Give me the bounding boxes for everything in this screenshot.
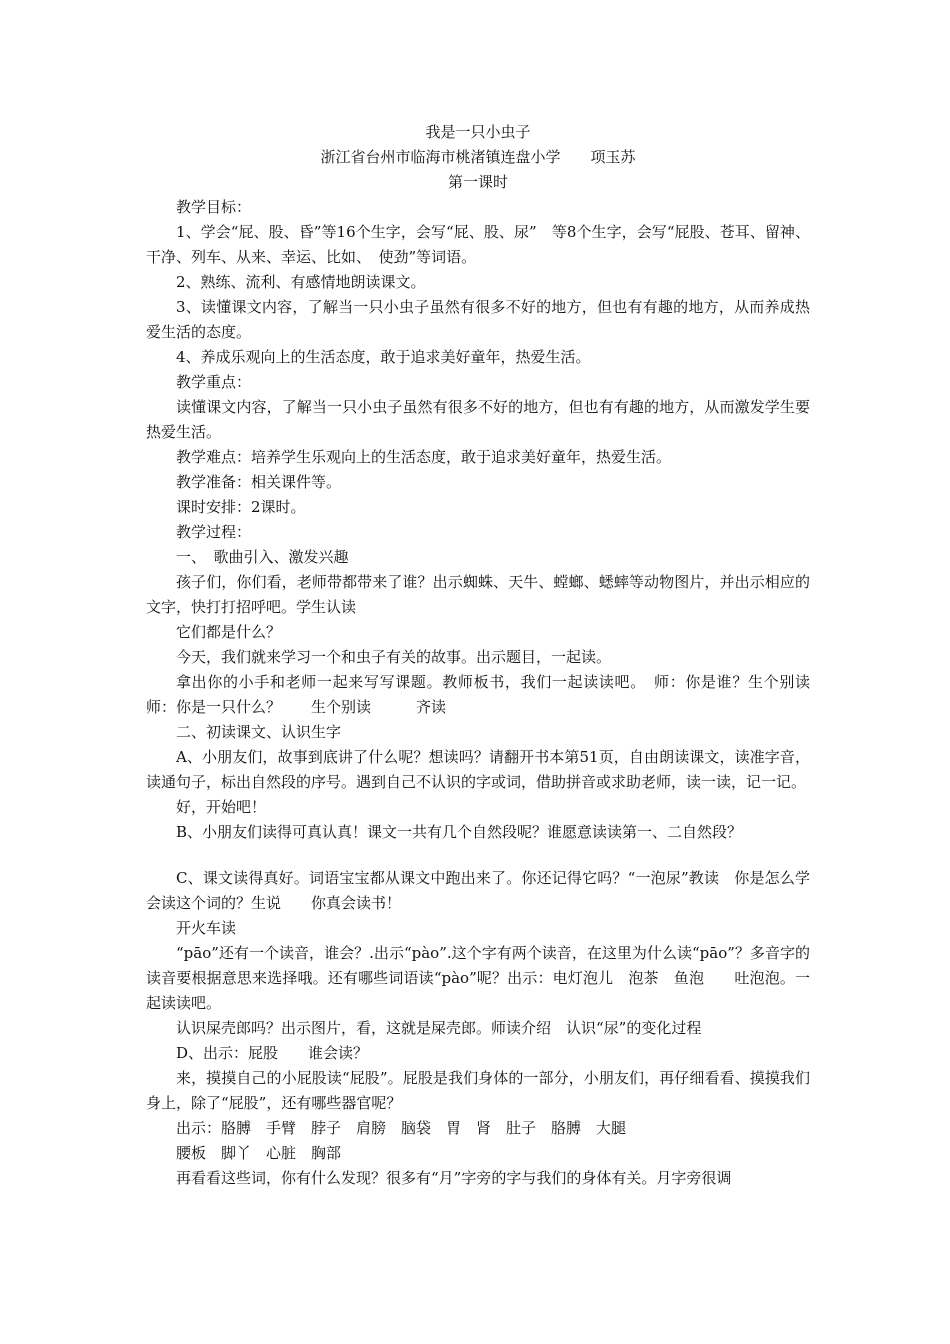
goal-item-4: 4、养成乐观向上的生活态度，敢于追求美好童年，热爱生活。 <box>176 348 591 366</box>
paragraph-d: D、出示：屁股 谁会读？ <box>176 1044 369 1062</box>
goal-item-1: 1、学会“屁、股、昏”等16个生字，会写“屁、股、尿” 等8个生字，会写“屁股、苍耳、留神、干净、列车、从来、幸运、比如、 使劲”等词语。 <box>146 223 810 266</box>
schedule-text: 课时安排：2课时。 <box>176 498 306 516</box>
paragraph-c: C、课文读得真好。词语宝宝都从课文中跑出来了。你还记得它吗？“一泡尿”教读 你是怎么学会读这个词的？生说 你真会读书！ <box>146 869 810 912</box>
document-title: 我是一只小虫子 <box>425 123 531 141</box>
blank-line <box>146 845 810 866</box>
paragraph-intro-animals: 孩子们，你们看，老师带都带来了谁？出示蜘蛛、天牛、螳螂、蟋蟀等动物图片，并出示相应的文字，快打打招呼吧。学生认读 <box>146 573 810 616</box>
school-author-line: 浙江省台州市临海市桃渚镇连盘小学 项玉苏 <box>320 148 636 166</box>
key-points-text: 读懂课文内容，了解当一只小虫子虽然有很多不好的地方，但也有有趣的地方，从而激发学生要热爱生活。 <box>146 398 810 441</box>
section-heading-goals: 教学目标： <box>176 198 252 216</box>
paragraph-today: 今天，我们就来学习一个和虫子有关的故事。出示题目，一起读。 <box>176 648 612 666</box>
paragraph-start: 好，开始吧！ <box>176 798 267 816</box>
preparation-text: 教学准备：相关课件等。 <box>176 473 342 491</box>
step-heading-1: 一、 歌曲引入、激发兴趣 <box>176 548 349 566</box>
paragraph-b: B、小朋友们读得可真认真！课文一共有几个自然段呢？谁愿意读读第一、二自然段？ <box>176 823 743 841</box>
document-page <box>146 120 841 1191</box>
paragraph-write-title: 拿出你的小手和老师一起来写写课题。教师板书，我们一起读读吧。 师：你是谁？生个别读 师：你是一只什么？ 生个别读 齐读 <box>146 673 841 716</box>
paragraph-train-reading: 开火车读 <box>176 919 237 937</box>
paragraph-discovery: 再看看这些词，你有什么发现？很多有“月”字旁的字与我们的身体有关。月字旁很调 <box>176 1169 732 1187</box>
word-list-2: 腰板 脚丫 心脏 胸部 <box>176 1144 342 1162</box>
goal-item-3: 3、读懂课文内容，了解当一只小虫子虽然有很多不好的地方，但也有有趣的地方，从而养成热爱生活的态度。 <box>146 298 810 341</box>
paragraph-a: A、小朋友们，故事到底讲了什么呢？想读吗？请翻开书本第51页，自由朗读课文，读准字音，读通句子，标出自然段的序号。遇到自己不认识的字或词，借助拼音或求助老师，读一读，记一记。 <box>146 748 810 791</box>
section-heading-key-points: 教学重点： <box>176 373 252 391</box>
paragraph-pao: “pāo”还有一个读音，谁会？.出示“pào”.这个字有两个读音，在这里为什么读“pāo”？多音字的读音要根据意思来选择哦。还有哪些词语读“pào”呢？出示：电灯泡儿 泡茶 鱼泡 吐泡泡。一起读读吧。 <box>146 944 810 1012</box>
goal-item-2: 2、熟练、流利、有感情地朗读课文。 <box>176 273 426 291</box>
difficult-points-text: 教学难点：培养学生乐观向上的生活态度，敢于追求美好童年，热爱生活。 <box>176 448 672 466</box>
word-list-1: 出示：胳膊 手臂 脖子 肩膀 脑袋 胃 肾 肚子 胳膊 大腿 <box>176 1119 627 1137</box>
paragraph-dung-beetle: 认识屎壳郎吗？出示图片，看，这就是屎壳郎。师读介绍 认识“尿”的变化过程 <box>176 1019 702 1037</box>
section-heading-process: 教学过程： <box>176 523 252 541</box>
lesson-label: 第一课时 <box>447 173 508 191</box>
paragraph-touch: 来，摸摸自己的小屁股读“屁股”。屁股是我们身体的一部分，小朋友们，再仔细看看、摸摸我们身上，除了“屁股”，还有哪些器官呢？ <box>146 1069 810 1112</box>
step-heading-2: 二、初读课文、认识生字 <box>176 723 342 741</box>
paragraph-question: 它们都是什么？ <box>176 623 282 641</box>
